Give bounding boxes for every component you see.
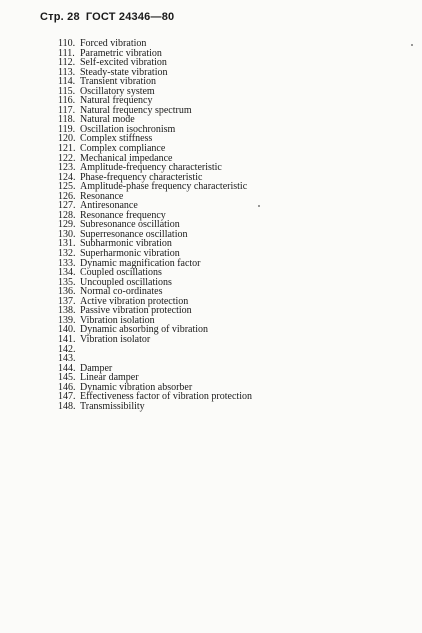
entry-term: Subharmonic vibration bbox=[80, 238, 172, 250]
entry-number: 111. bbox=[58, 47, 75, 59]
entry-number: 112. bbox=[58, 57, 76, 69]
entry-term: Mechanical impedance bbox=[80, 152, 173, 164]
entry-number: 147. bbox=[58, 391, 76, 403]
entry-number: 135. bbox=[58, 276, 76, 288]
entry-term: Oscillation isochronism bbox=[80, 123, 176, 135]
entry-term: Uncoupled oscillations bbox=[80, 276, 172, 288]
entry-term: Superharmonic vibration bbox=[80, 248, 180, 260]
entry-number: 138. bbox=[58, 305, 76, 317]
entry-number: 139. bbox=[58, 314, 76, 326]
entry-term: Oscillatory system bbox=[80, 85, 155, 97]
entry-number: 121. bbox=[58, 143, 76, 155]
entry-number: 126. bbox=[58, 190, 76, 202]
entry-number: 148. bbox=[58, 400, 76, 412]
entry-number: 146. bbox=[58, 381, 76, 393]
entry-term: Effectiveness factor of vibration protection bbox=[80, 391, 252, 403]
entry-number: 131. bbox=[58, 238, 76, 250]
entry-term: Transient vibration bbox=[80, 76, 157, 88]
entry-term: Vibration isolation bbox=[80, 314, 155, 326]
entry-term: Parametric vibration bbox=[80, 47, 162, 59]
entry-number: 117. bbox=[58, 104, 76, 116]
entry-number: 119. bbox=[58, 123, 76, 135]
entry-number: 113. bbox=[58, 66, 76, 78]
entry-term: Forced vibration bbox=[80, 38, 147, 49]
entry-number: 144. bbox=[58, 362, 76, 374]
entry-term: Dynamic vibration absorber bbox=[80, 381, 193, 393]
entry-term: Phase-frequency characteristic bbox=[80, 171, 203, 183]
entry-term: Coupled oscillations bbox=[80, 267, 162, 279]
entry-number: 145. bbox=[58, 372, 76, 384]
page-number-label: Стр. 28 bbox=[40, 11, 80, 23]
entry-term: Resonance bbox=[80, 190, 124, 202]
standard-designation: ГОСТ 24346—80 bbox=[85, 11, 175, 23]
entry-number: 128. bbox=[58, 209, 76, 221]
entry-term: Steady-state vibration bbox=[80, 66, 168, 78]
entry-term: Superresonance oscillation bbox=[80, 228, 188, 240]
entry-number: 115. bbox=[58, 85, 76, 97]
entry-number: 110. bbox=[58, 38, 76, 49]
entry-number: 137. bbox=[58, 295, 76, 307]
entry-number: 116. bbox=[58, 95, 76, 107]
entry-number: 142. bbox=[58, 343, 76, 355]
entry-term: Amplitude-phase frequency characteristic bbox=[80, 181, 248, 193]
entry-term: Complex stiffness bbox=[80, 133, 153, 145]
entry-term: Complex compliance bbox=[80, 143, 166, 155]
entry-term: Amplitude-frequency characteristic bbox=[80, 162, 222, 174]
entry-term: Normal co-ordinates bbox=[80, 286, 163, 298]
entry-term: Transmissibility bbox=[80, 400, 145, 412]
entry-term: Dynamic magnification factor bbox=[80, 257, 201, 269]
entry-number: 136. bbox=[58, 286, 76, 298]
entry-number: 140. bbox=[58, 324, 76, 336]
entry-term: Subresonance oscillation bbox=[80, 219, 180, 231]
entry-number: 130. bbox=[58, 228, 76, 240]
entry-number: 141. bbox=[58, 333, 76, 345]
entry-number: 122. bbox=[58, 152, 76, 164]
entry-number: 134. bbox=[58, 267, 76, 279]
entry-number: 125. bbox=[58, 181, 76, 193]
entry-term: Natural mode bbox=[80, 114, 135, 126]
entry-term: Linear damper bbox=[80, 372, 139, 384]
entry-term: Dynamic absorbing of vibration bbox=[80, 324, 209, 336]
entry-number: 114. bbox=[58, 76, 76, 88]
entry-number: 143. bbox=[58, 353, 76, 365]
entry-term: Antiresonance bbox=[80, 200, 138, 212]
list-item bbox=[58, 402, 252, 412]
term-list bbox=[58, 39, 252, 411]
entry-number: 133. bbox=[58, 257, 76, 269]
scan-speck bbox=[411, 44, 413, 46]
entry-term: Resonance frequency bbox=[80, 209, 166, 221]
entry-number: 118. bbox=[58, 114, 76, 126]
list-item bbox=[58, 345, 252, 355]
entry-term: Natural frequency bbox=[80, 95, 153, 107]
entry-term: Passive vibration protection bbox=[80, 305, 192, 317]
list-item bbox=[58, 335, 252, 345]
scan-speck bbox=[258, 205, 260, 207]
entry-term: Active vibration protection bbox=[80, 295, 189, 307]
entry-number: 129. bbox=[58, 219, 76, 231]
entry-term: Damper bbox=[80, 362, 113, 374]
entry-number: 127. bbox=[58, 200, 76, 212]
entry-term: Natural frequency spectrum bbox=[80, 104, 192, 116]
page-header bbox=[40, 11, 174, 23]
entry-number: 132. bbox=[58, 248, 76, 260]
entry-term: Self-excited vibration bbox=[80, 57, 167, 69]
entry-number: 124. bbox=[58, 171, 76, 183]
entry-number: 120. bbox=[58, 133, 76, 145]
entry-term: Vibration isolator bbox=[80, 333, 151, 345]
entry-number: 123. bbox=[58, 162, 76, 174]
